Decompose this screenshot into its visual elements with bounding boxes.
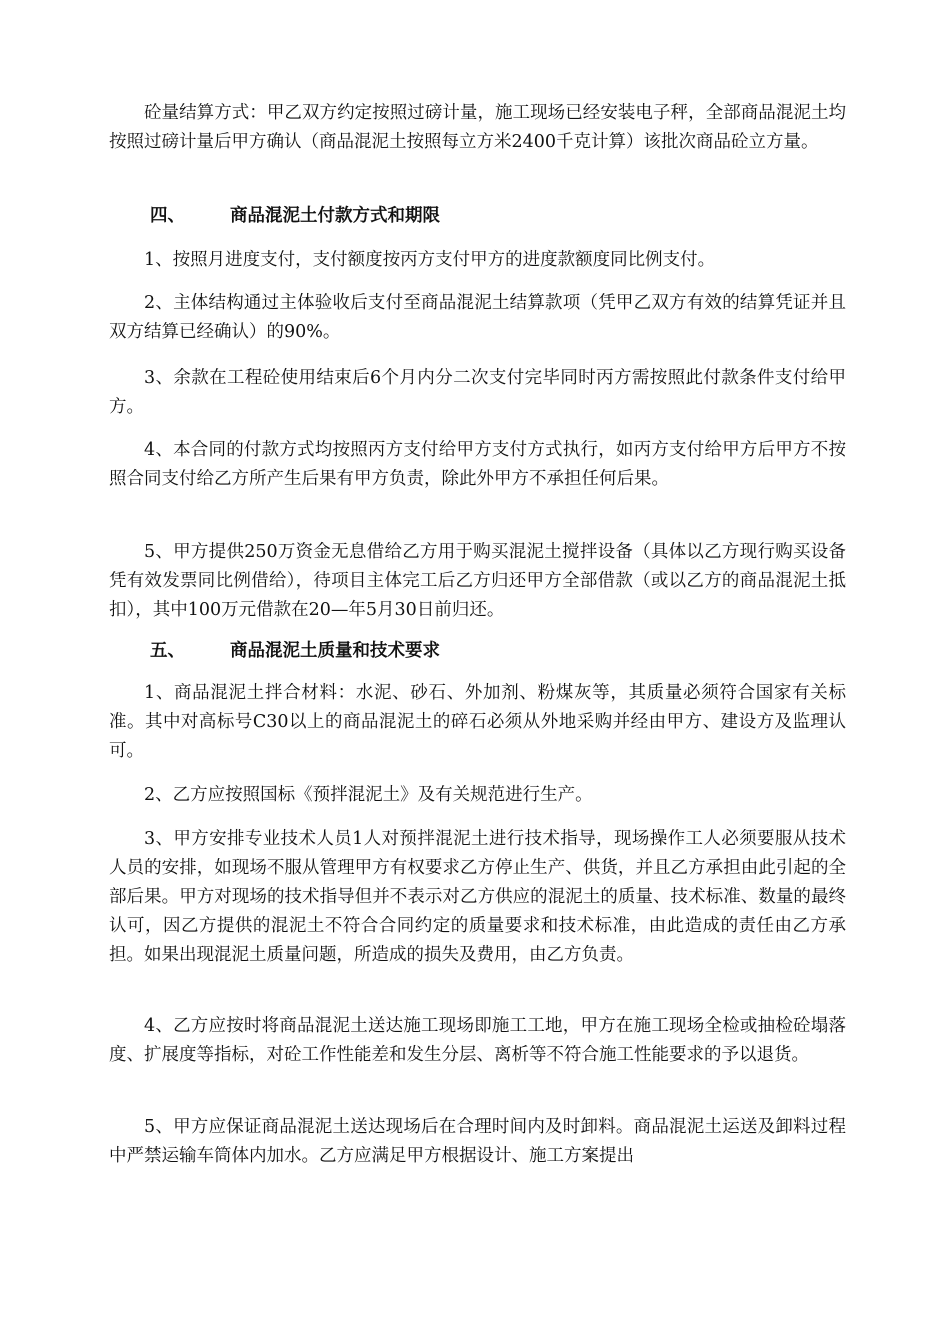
section-heading-4 (150, 202, 440, 231)
paragraph-5-3: 3、甲方安排专业技术人员1人对预拌混泥土进行技术指导，现场操作工人必须要服从技术人员的安排，如现场不服从管理甲方有权要求乙方停止生产、供货，并且乙方承担由此引起的全部后果。甲方对现场的技术指导但并不表示对乙方供应的混泥土的质量、技术标准、数量的最终认可，因乙方提供的混泥土不符合合同约定的质量要求和技术标准，由此造成的责任由乙方承担。如果出现混泥土质量问题，所造成的损失及费用，由乙方负责。 (109, 829, 846, 965)
section-number-5: 五、 (150, 641, 185, 661)
paragraph-concrete-measurement: 砼量结算方式：甲乙双方约定按照过磅计量，施工现场已经安装电子秤，全部商品混泥土均按照过磅计量后甲方确认（商品混泥土按照每立方米2400千克计算）该批次商品砼立方量。 (109, 103, 846, 152)
paragraph-4-2: 2、主体结构通过主体验收后支付至商品混泥土结算款项（凭甲乙双方有效的结算凭证并且双方结算已经确认）的90%。 (109, 293, 846, 342)
paragraph-5-1: 1、商品混泥土拌合材料：水泥、砂石、外加剂、粉煤灰等，其质量必须符合国家有关标准。其中对高标号C30以上的商品混泥土的碎石必须从外地采购并经由甲方、建设方及监理认可。 (109, 683, 846, 761)
paragraph-5-4: 4、乙方应按时将商品混泥土送达施工现场即施工工地，甲方在施工现场全检或抽检砼塌落度、扩展度等指标，对砼工作性能差和发生分层、离析等不符合施工性能要求的予以退货。 (109, 1016, 846, 1065)
paragraph-5-2: 2、乙方应按照国标《预拌混泥土》及有关规范进行生产。 (144, 785, 593, 805)
paragraph-5-5: 5、甲方应保证商品混泥土送达现场后在合理时间内及时卸料。商品混泥土运送及卸料过程中严禁运输车筒体内加水。乙方应满足甲方根据设计、施工方案提出 (109, 1117, 846, 1166)
paragraph-4-5: 5、甲方提供250万资金无息借给乙方用于购买混泥土搅拌设备（具体以乙方现行购买设备凭有效发票同比例借给），待项目主体完工后乙方归还甲方全部借款（或以乙方的商品混泥土抵扣），其中100万元借款在20—年5月30日前归还。 (109, 542, 846, 620)
paragraph-4-3: 3、余款在工程砼使用结束后6个月内分二次支付完毕同时丙方需按照此付款条件支付给甲方。 (109, 368, 846, 417)
section-heading-5 (150, 637, 440, 666)
paragraph-4-1: 1、按照月进度支付，支付额度按丙方支付甲方的进度款额度同比例支付。 (144, 250, 716, 270)
paragraph-4-4: 4、本合同的付款方式均按照丙方支付给甲方支付方式执行，如丙方支付给甲方后甲方不按照合同支付给乙方所产生后果有甲方负责，除此外甲方不承担任何后果。 (109, 440, 846, 489)
section-number-4: 四、 (150, 206, 185, 226)
section-title-5: 商品混泥土质量和技术要求 (230, 641, 440, 661)
section-title-4: 商品混泥土付款方式和期限 (230, 206, 440, 226)
